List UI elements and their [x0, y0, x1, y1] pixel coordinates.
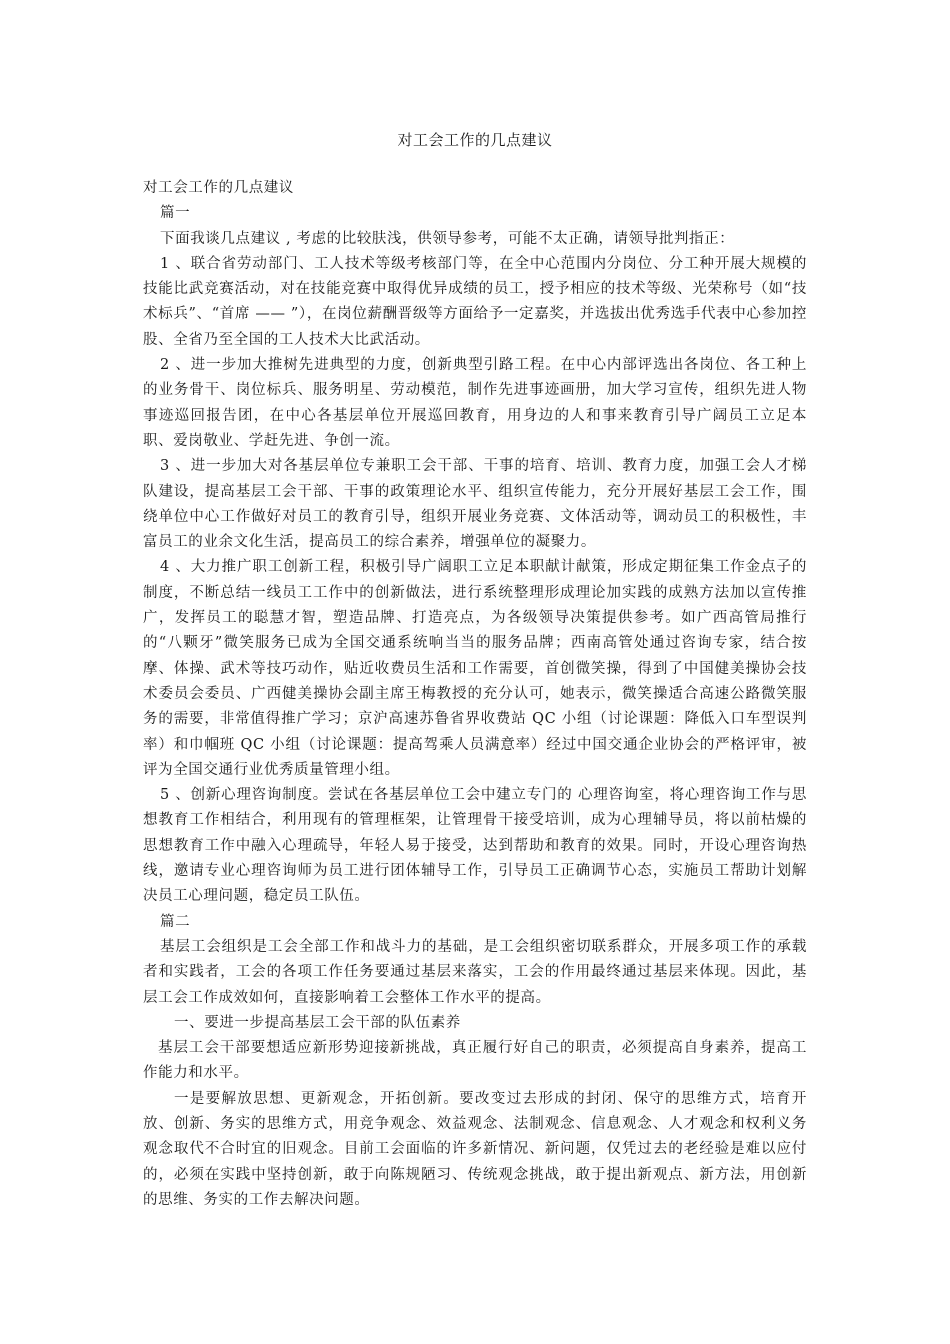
part1-item-1: 1 、联合省劳动部门、工人技术等级考核部门等，在全中心范围内分岗位、分工种开展大规模的技能比武竞赛活动，对在技能竞赛中取得优异成绩的员工，授予相应的技术等级、光荣称号（如“技术标兵”、“首席 —— ”），在岗位薪酬晋级等方面给予一定嘉奖，并选拔出优秀选手代表中心参加控股、全省乃至全国的工人技术大比武活动。: [143, 255, 807, 348]
part1-intro: 下面我谈几点建议 , 考虑的比较肤浅，供领导参考，可能不太正确，请领导批判指正：: [160, 230, 735, 247]
part1-heading: 篇一: [160, 205, 191, 222]
part1-item-2: 2 、进一步加大推树先进典型的力度，创新典型引路工程。在中心内部评选出各岗位、各工种上的业务骨干、岗位标兵、服务明星、劳动模范，制作先进事迹画册，加大学习宣传，组织先进人物事迹巡回报告团，在中心各基层单位开展巡回教育，用身边的人和事来教育引导广阔员工立足本职、爱岗敬业、学赶先进、争创一流。: [143, 357, 807, 449]
part1-item-3: 3 、进一步加大对各基层单位专兼职工会干部、干事的培育、培训、教育力度，加强工会人才梯队建设，提高基层工会干部、干事的政策理论水平、组织宣传能力，充分开展好基层工会工作，围绕单位中心工作做好对员工的教育引导，组织开展业务竞赛、文体活动等，调动员工的积极性，丰富员工的业余文化生活，提高员工的综合素养，增强单位的凝聚力。: [143, 458, 807, 551]
document-subtitle: 对工会工作的几点建议: [143, 180, 294, 196]
page-title: 对工会工作的几点建议: [397, 131, 553, 149]
document-body: [143, 176, 807, 1213]
part2-point-1: 一是要解放思想、更新观念，开拓创新。要改变过去形成的封闭、保守的思维方式，培育开放、创新、务实的思维方式，用竞争观念、效益观念、法制观念、信息观念、人才观念和权利义务观念取代不合时宜的旧观念。目前工会面临的许多新情况、新问题，仅凭过去的老经验是难以应付的，必须在实践中坚持创新，敢于向陈规陋习、传统观念挑战，敢于提出新观点、新方法，用创新的思维、务实的工作去解决问题。: [143, 1090, 807, 1208]
part2-section-heading: 一、要进一步提高基层工会干部的队伍素养: [174, 1014, 461, 1031]
part1-item-4: 4 、大力推广职工创新工程，积极引导广阔职工立足本职献计献策，形成定期征集工作金点子的制度，不断总结一线员工工作中的创新做法，进行系统整理形成理论加实践的成熟方法加以宣传推广，发挥员工的聪慧才智，塑造品牌、打造亮点，为各级领导决策提供参考。如广西高管局推行的“八颗牙”微笑服务已成为全国交通系统响当当的服务品牌；西南高管处通过咨询专家，结合按摩、体操、武术等技巧动作，贴近收费员生活和工作需要，首创微笑操，得到了中国健美操协会技术委员会委员、广西健美操协会副主席王梅教授的充分认可，她表示，微笑操适合高速公路微笑服务的需要，非常值得推广学习；京沪高速苏鲁省界收费站 QC 小组（讨论课题：降低入口车型误判率）和巾帼班 QC 小组（讨论课题：提高驾乘人员满意率）经过中国交通企业协会的严格评审，被评为全国交通行业优秀质量管理小组。: [143, 559, 807, 778]
part2-section-intro: 基层工会干部要想适应新形势迎接新挑战，真正履行好自己的职责，必须提高自身素养，提高工作能力和水平。: [143, 1040, 807, 1082]
part1-item-5: 5 、创新心理咨询制度。尝试在各基层单位工会中建立专门的 心理咨询室，将心理咨询工作与思想教育工作相结合，利用现有的管理框架，让管理骨干接受培训，成为心理辅导员，将以前枯燥的思想教育工作中融入心理疏导，年轻人易于接受，达到帮助和教育的效果。同时，开设心理咨询热线，邀请专业心理咨询师为员工进行团体辅导工作，引导员工正确调节心态，实施员工帮助计划解决员工心理问题，稳定员工队伍。: [143, 787, 807, 905]
part2-heading: 篇二: [160, 913, 191, 930]
part2-intro: 基层工会组织是工会全部工作和战斗力的基础，是工会组织密切联系群众，开展多项工作的承载者和实践者，工会的各项工作任务要通过基层来落实，工会的作用最终通过基层来体现。因此，基层工会工作成效如何，直接影响着工会整体工作水平的提高。: [143, 938, 807, 1006]
